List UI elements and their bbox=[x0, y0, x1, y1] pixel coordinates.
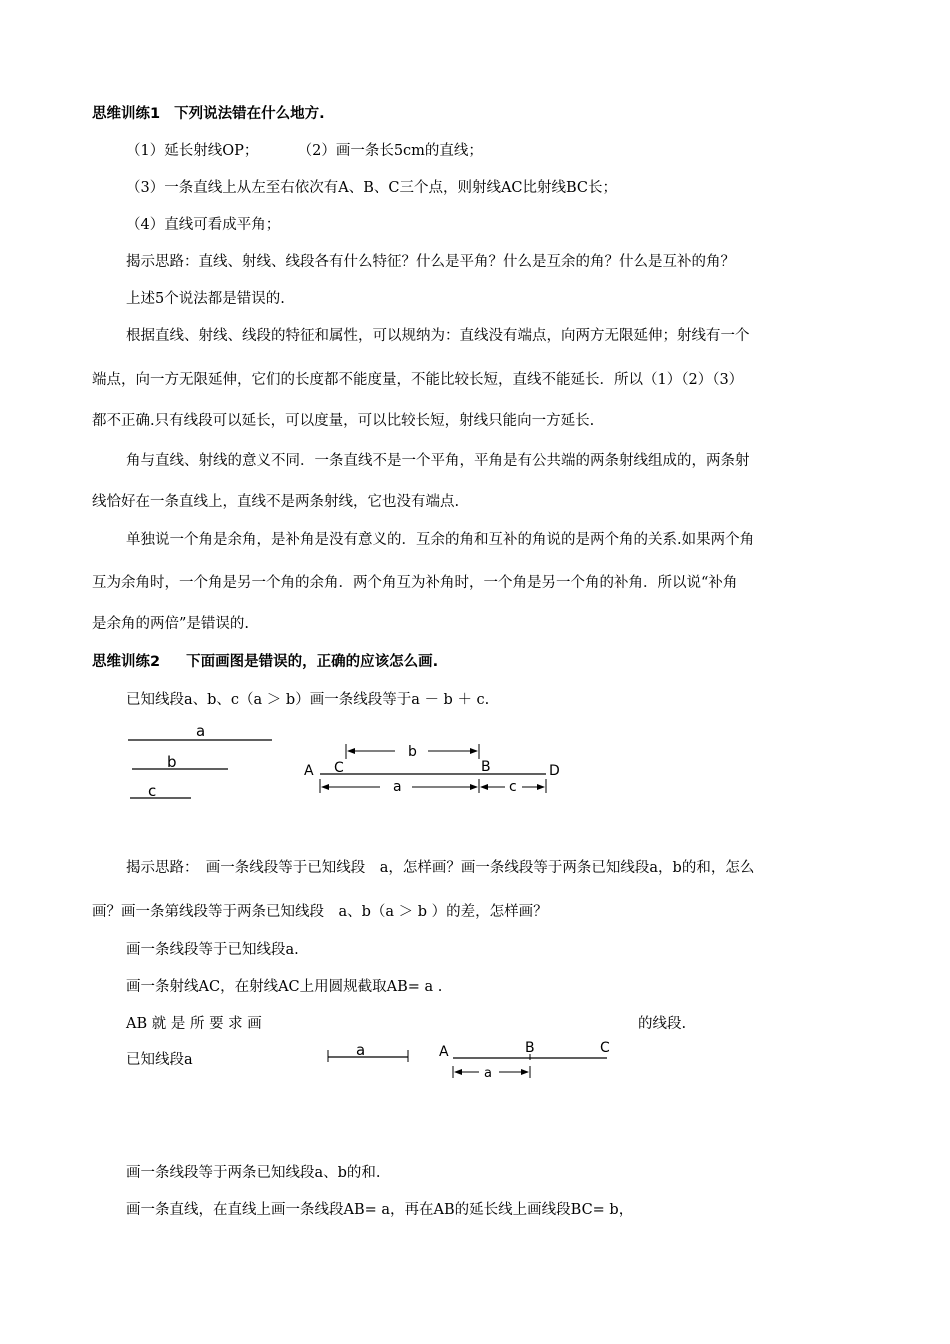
paragraph-3-line-3: 是余角的两倍”是错误的. bbox=[92, 616, 250, 632]
point-A: A bbox=[304, 763, 314, 779]
step-3-left: AB 就 是 所 要 求 画 bbox=[126, 1016, 262, 1032]
paragraph-1-line-3: 都不正确.只有线段可以延长，可以度量，可以比较长短，射线只能向一方延长. bbox=[92, 413, 595, 429]
hint-paragraph: 揭示思路：直线、射线、线段各有什么特征？什么是平角？什么是互余的角？什么是互补的角？ bbox=[126, 254, 735, 270]
given-a-label: 已知线段a bbox=[126, 1052, 193, 1068]
point-D: D bbox=[549, 763, 560, 779]
paragraph-2-line-2: 线恰好在一条直线上，直线不是两条射线，它也没有端点. bbox=[92, 494, 460, 510]
item-2-text: （2）画一条长5cm的直线； bbox=[297, 143, 483, 159]
paragraph-0: 上述5个说法都是错误的. bbox=[126, 291, 285, 307]
paragraph-1-line-2: 端点，向一方无限延伸，它们的长度都不能度量，不能比较长短，直线不能延长．所以（1）（2）（3） bbox=[92, 372, 744, 388]
dim-label-c: c bbox=[509, 779, 517, 795]
item-4: （4）直线可看成平角； bbox=[126, 217, 281, 233]
paragraph-1-line-1: 根据直线、射线、线段的特征和属性，可以规纳为：直线没有端点，向两方无限延伸；射线有一个 bbox=[126, 328, 750, 344]
step-1: 画一条线段等于已知线段a. bbox=[126, 942, 299, 958]
section1-heading-text: 下列说法错在什么地方. bbox=[174, 106, 325, 122]
point-C2: C bbox=[600, 1040, 610, 1056]
section2-heading-label: 思维训练2 bbox=[92, 654, 161, 670]
paragraph-3-line-1: 单独说一个角是余角，是补角是没有意义的．互余的角和互补的角说的是两个角的关系.如果两个角 bbox=[126, 532, 755, 548]
step-4: 画一条线段等于两条已知线段a、b的和. bbox=[126, 1165, 381, 1181]
section1-heading-label: 思维训练1 bbox=[92, 106, 161, 122]
figure-segment-a bbox=[320, 1036, 420, 1070]
item-3: （3）一条直线上从左至右依次有A、B、C三个点，则射线AC比射线BC长； bbox=[126, 180, 618, 196]
label-c: c bbox=[148, 782, 157, 800]
section1-heading bbox=[92, 104, 325, 124]
item-1-text: （1）延长射线OP； bbox=[126, 143, 259, 159]
dim-label-b: b bbox=[408, 744, 417, 760]
label-a: a bbox=[196, 722, 206, 740]
given-statement: 已知线段a、b、c（a ＞ b）画一条线段等于a － b ＋ c. bbox=[126, 692, 490, 708]
point-B2: B bbox=[525, 1040, 535, 1056]
section2-heading bbox=[92, 652, 438, 672]
item-1 bbox=[126, 141, 483, 161]
figure-construction-ABC bbox=[435, 1034, 625, 1086]
step-2: 画一条射线AC，在射线AC上用圆规截取AB= a . bbox=[126, 979, 443, 995]
figure-wrong-construction bbox=[300, 735, 580, 805]
point-B: B bbox=[481, 759, 491, 775]
paragraph-2-line-1: 角与直线、射线的意义不同．一条直线不是一个平角，平角是有公共端的两条射线组成的，两条射 bbox=[126, 453, 750, 469]
label-b: b bbox=[167, 753, 177, 771]
dim-label-a2: a bbox=[484, 1066, 492, 1081]
dim-label-a: a bbox=[393, 779, 402, 795]
label-a-given: a bbox=[356, 1041, 366, 1059]
point-C: C bbox=[334, 760, 344, 776]
hint2-line-1: 揭示思路： 画一条线段等于已知线段 a，怎样画？画一条线段等于两条已知线段a，b的和，怎么 bbox=[126, 860, 755, 876]
section2-heading-text: 下面画图是错误的，正确的应该怎么画. bbox=[186, 654, 439, 670]
point-A2: A bbox=[439, 1044, 449, 1060]
step-3-right: 的线段. bbox=[638, 1016, 687, 1032]
figure-given-segments bbox=[120, 720, 290, 810]
hint2-line-2: 画？画一条第线段等于两条已知线段 a、b（a ＞ b ）的差，怎样画？ bbox=[92, 904, 548, 920]
paragraph-3-line-2: 互为余角时，一个角是另一个角的余角．两个角互为补角时，一个角是另一个角的补角．所以说“补角 bbox=[92, 575, 738, 591]
step-5: 画一条直线，在直线上画一条线段AB= a，再在AB的延长线上画线段BC= b， bbox=[126, 1202, 634, 1218]
